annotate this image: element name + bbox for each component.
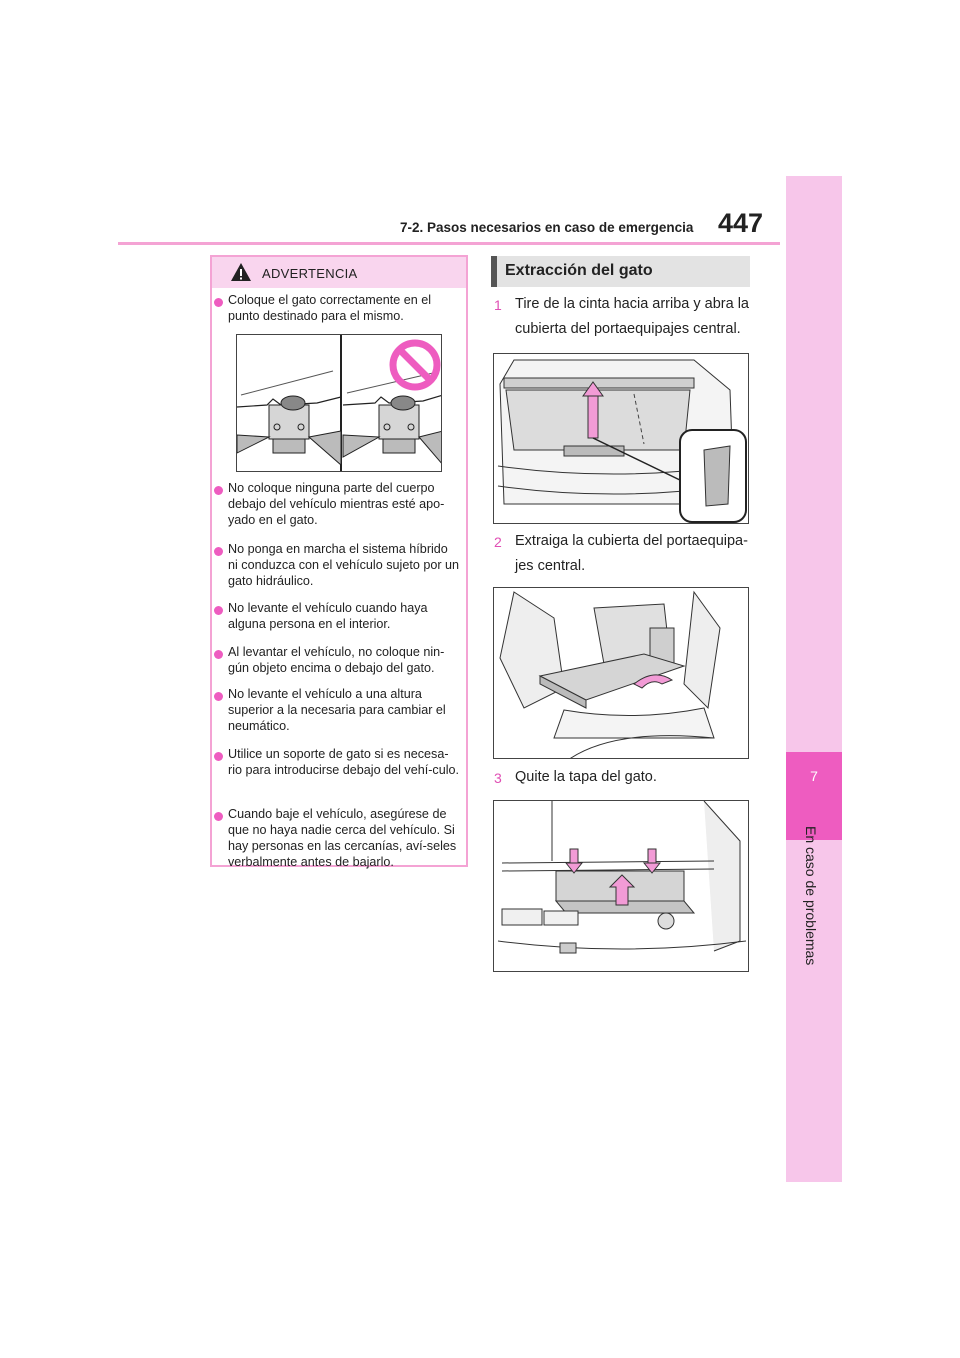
section-title: 7-2. Pasos necesarios en caso de emergencia bbox=[400, 220, 694, 235]
bullet-icon bbox=[214, 650, 223, 659]
jack-placement-illustration bbox=[237, 335, 442, 472]
step-text-line: cubierta del portaequipajes central. bbox=[515, 321, 741, 337]
chapter-number: 7 bbox=[810, 768, 818, 784]
warning-item: Al levantar el vehículo, no coloque nin-gún objeto encima o debajo del gato. bbox=[228, 645, 445, 675]
step-number: 2 bbox=[494, 534, 502, 550]
step2-figure bbox=[493, 587, 749, 759]
cargo-cover-pull-illustration bbox=[494, 354, 749, 524]
chapter-title: En caso de problemas bbox=[803, 826, 819, 966]
jack-placement-figure bbox=[236, 334, 442, 472]
step-text-line: jes central. bbox=[515, 558, 586, 574]
warning-item: No coloque ninguna parte del cuerpo debajo del vehículo mientras esté apo-yado en el gato. bbox=[228, 481, 445, 527]
warning-title: ADVERTENCIA bbox=[262, 266, 358, 281]
step-number: 3 bbox=[494, 770, 502, 786]
cargo-cover-extract-illustration bbox=[494, 588, 749, 759]
step-text-line: Tire de la cinta hacia arriba y abra la bbox=[515, 296, 749, 312]
warning-item: No levante el vehículo cuando haya alguna persona en el interior. bbox=[228, 601, 428, 631]
warning-triangle-icon bbox=[230, 262, 252, 282]
warning-item: Coloque el gato correctamente en el punto destinado para el mismo. bbox=[228, 293, 432, 323]
bullet-icon bbox=[214, 547, 223, 556]
bullet-icon bbox=[214, 752, 223, 761]
step-number: 1 bbox=[494, 297, 502, 313]
warning-item: Cuando baje el vehículo, asegúrese de que no haya nadie cerca del vehículo. Si hay personas en las cercanías, aví-seles verbalmente antes de bajarlo. bbox=[228, 807, 457, 869]
bullet-icon bbox=[214, 486, 223, 495]
bullet-icon bbox=[214, 298, 223, 307]
warning-item: No levante el vehículo a una altura superior a la necesaria para cambiar el neumático. bbox=[228, 687, 446, 733]
page-number: 447 bbox=[718, 208, 764, 238]
step-text-line: Quite la tapa del gato. bbox=[515, 769, 657, 785]
bullet-icon bbox=[214, 606, 223, 615]
warning-item: No ponga en marcha el sistema híbrido ni conduzca con el vehículo sujeto por un gato hidráulico. bbox=[228, 542, 460, 588]
bullet-icon bbox=[214, 812, 223, 821]
subheading-accent-bar bbox=[491, 256, 497, 287]
step-text-line: Extraiga la cubierta del portaequipa- bbox=[515, 533, 748, 549]
bullet-icon bbox=[214, 692, 223, 701]
step3-figure bbox=[493, 800, 749, 972]
chapter-side-tab bbox=[786, 176, 842, 1182]
jack-cover-removal-illustration bbox=[494, 801, 749, 972]
warning-item: Utilice un soporte de gato si es necesa-rio para introducirse debajo del vehí-culo. bbox=[228, 747, 460, 777]
step1-figure bbox=[493, 353, 749, 524]
subheading-title: Extracción del gato bbox=[505, 262, 653, 279]
header-divider bbox=[118, 242, 780, 245]
